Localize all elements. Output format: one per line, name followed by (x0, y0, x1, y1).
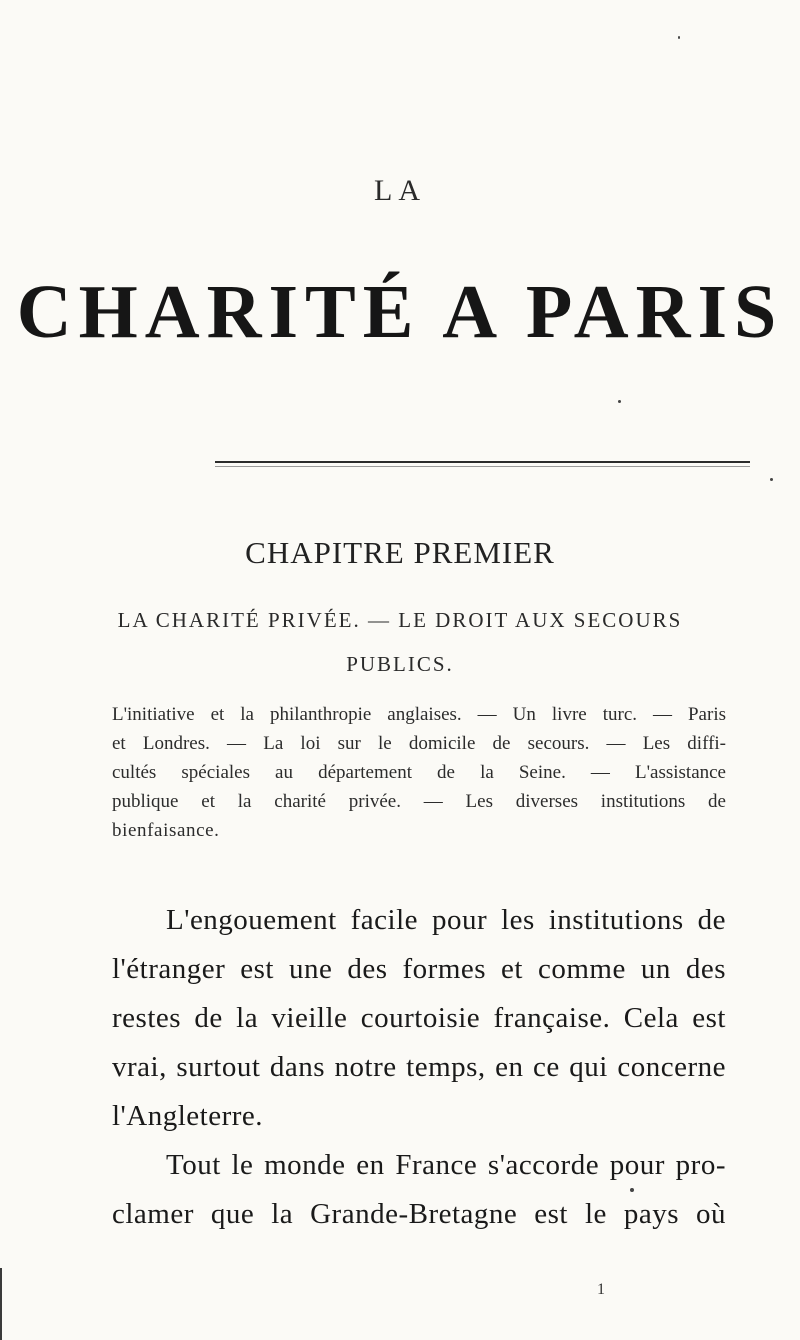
paper-speck (630, 1188, 634, 1192)
binding-edge (0, 1268, 2, 1340)
body-line: vrai, surtout dans notre temps, en ce qui concerne (112, 1051, 726, 1083)
title-rule (215, 461, 750, 463)
body-paragraphs (112, 896, 726, 1239)
chapter-subtitle-line: PUBLICS. (346, 652, 454, 676)
paper-speck (618, 400, 621, 403)
body-line: clamer que la Grande-Bretagne est le pays où (112, 1198, 726, 1230)
body-line: l'Angleterre. (112, 1100, 264, 1132)
paper-speck (770, 478, 773, 481)
paper-speck (678, 36, 680, 39)
body-line: restes de la vieille courtoisie française. Cela est (112, 1002, 726, 1034)
summary-line: L'initiative et la philanthropie anglaises. — Un livre turc. — Paris (112, 704, 726, 725)
chapter-summary (112, 700, 726, 845)
book-title: CHARITÉ A PARIS (16, 270, 784, 354)
chapter-subtitle-line: LA CHARITÉ PRIVÉE. — LE DROIT AUX SECOURS (117, 608, 683, 632)
summary-line: bienfaisance. (112, 820, 220, 841)
summary-line: publique et la charité privée. — Les diverses institutions de (112, 791, 726, 812)
title-kicker: LA (374, 174, 426, 207)
body-line: l'étranger est une des formes et comme un des (112, 953, 726, 985)
summary-line: cultés spéciales au département de la Seine. — L'assistance (112, 762, 726, 783)
signature-mark: 1 (597, 1281, 605, 1298)
chapter-heading: CHAPITRE PREMIER (245, 535, 555, 570)
body-line: L'engouement facile pour les institutions de (166, 904, 726, 936)
body-line: Tout le monde en France s'accorde pour pro- (166, 1149, 726, 1181)
title-rule-shadow (215, 466, 750, 467)
summary-line: et Londres. — La loi sur le domicile de secours. — Les diffi- (112, 733, 726, 754)
